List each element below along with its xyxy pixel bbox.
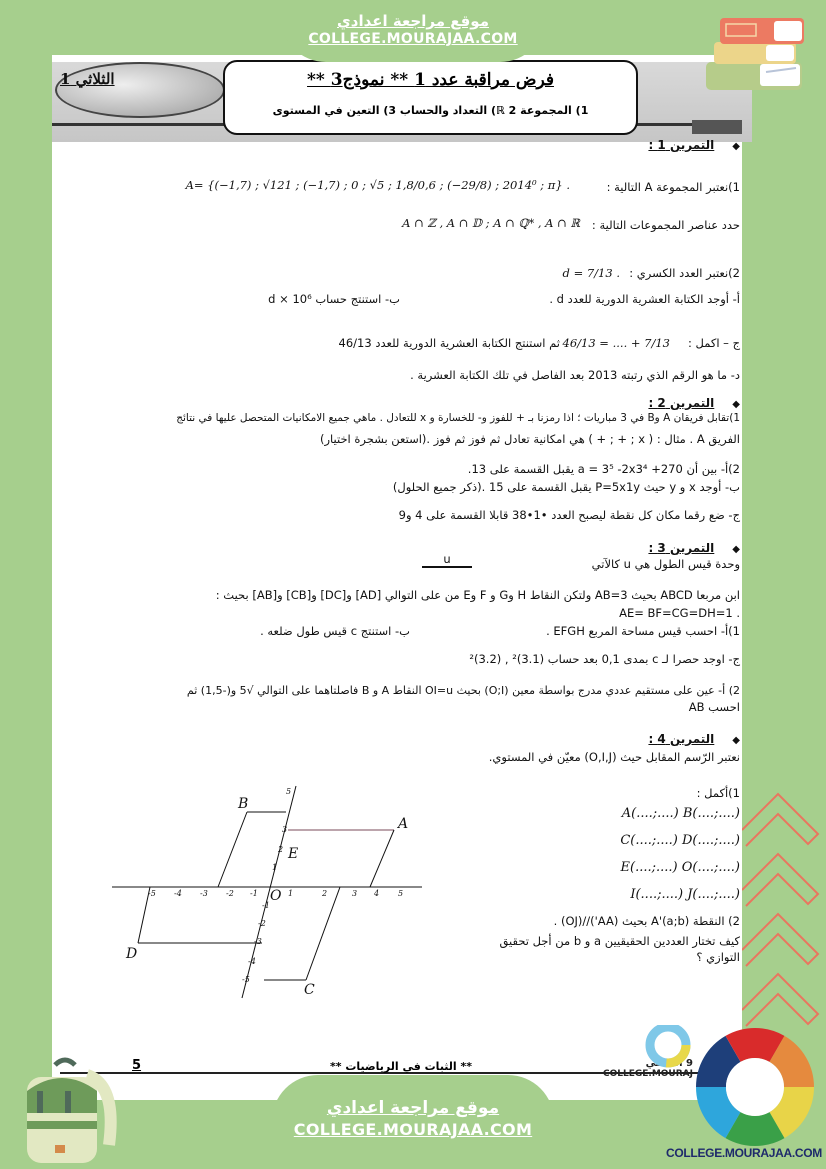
ex2-line-3: 2)أ- بين أن a = 3⁵ -2x3⁴ +270 يقبل القسمة على 13. (467, 462, 740, 476)
banner-url[interactable]: COLLEGE.MOURAJAA.COM (308, 31, 518, 47)
coords-row-3: E(....;....) O(....;....) (620, 860, 740, 875)
banner-arabic[interactable]: موقع مراجعة اعدادي (326, 1098, 500, 1118)
ex1-line-7: ثم استنتج الكتابة العشرية الدورية للعدد 46/13 (338, 336, 560, 350)
svg-text:2: 2 (278, 845, 284, 854)
ex4-line-3: 2) النقطة A'(a;b) بحيث (AA')//(OJ) . (553, 914, 740, 928)
svg-text:-5: -5 (242, 975, 250, 984)
ex3-line-3: . AE= BF=CG=DH=1 (619, 606, 740, 620)
ex1-line-8: د- ما هو الرقم الذي رتبته 2013 بعد الفاصل في تلك الكتابة العشرية . (410, 368, 740, 382)
small-logo-wheel-icon (640, 1025, 695, 1075)
coords-row-4: I(....;....) J(....;....) (630, 887, 740, 902)
ex3-line-7: 2) أ- عين على مستقيم عددي مدرج بواسطة معين (O;I) بحيث OI=u النقاط A و B فاصلتاهما على التوالي √5 و(-1,5) ثم (186, 684, 740, 697)
bullet-arrow-icon: ◆ (732, 141, 740, 152)
title-box (223, 60, 638, 135)
svg-text:E: E (288, 846, 299, 862)
ex3-line-8: احسب AB (688, 700, 740, 714)
set-intersections: A ∩ ℤ , A ∩ 𝔻 ; A ∩ ℚ* , A ∩ ℝ (402, 216, 580, 230)
svg-text:4: 4 (374, 889, 380, 898)
svg-text:O: O (270, 888, 282, 904)
svg-text:2: 2 (322, 889, 328, 898)
bullet-arrow-icon: ◆ (732, 399, 740, 410)
svg-text:3: 3 (282, 825, 288, 834)
svg-text:3: 3 (352, 889, 358, 898)
ex2-line-2: الفريق A . مثال : ( x ; + ; + ) هي امكانية تعادل ثم فوز ثم فوز .(استعن بشجرة اختيار) (319, 432, 740, 446)
exercise-4-title: ◆التمرين 4 : (648, 732, 740, 746)
svg-text:-1: -1 (262, 901, 270, 910)
bullet-arrow-icon: ◆ (732, 735, 740, 746)
ex2-line-4: ب- أوجد x و y حيث P=5x1y يقبل القسمة على 15 .(ذكر جميع الحلول) (392, 480, 740, 494)
banner-arabic[interactable]: موقع مراجعة اعدادي (337, 12, 489, 30)
svg-text:-3: -3 (200, 889, 208, 898)
svg-text:5: 5 (398, 889, 404, 898)
svg-text:1: 1 (272, 863, 278, 872)
logo-wheel-icon (690, 1025, 820, 1155)
footer-motto: ** الثبات في الرياضيات ** (330, 1060, 473, 1073)
coordinate-figure (112, 780, 422, 1000)
ex4-line-4: كيف تختار العددين الحقيقيين a و b من أجل تحقيق (499, 934, 740, 948)
svg-text:-4: -4 (174, 889, 182, 898)
page-number: 5 (132, 1058, 142, 1073)
ex3-line-4: 1)أ- احسب قيس مساحة المربع EFGH . (546, 624, 740, 638)
ex1-line-2: حدد عناصر المجموعات التالية : (591, 218, 740, 232)
chevron-decoration-icon (742, 790, 826, 1040)
svg-text:C: C (304, 982, 315, 998)
ex3-line-2: ابن مربعا ABCD بحيث AB=3 ولتكن النقاط H وG و F وE من على التوالي [AD] و[DC] و[CB] و[AB] بحيث : (215, 588, 740, 602)
banner-url[interactable]: COLLEGE.MOURAJAA.COM (293, 1120, 533, 1139)
ex1-line-3: 2)نعتبر العدد الكسري : (629, 266, 740, 280)
backpack-icon (15, 1055, 125, 1165)
logo-label[interactable]: COLLEGE.MOURAJAA.COM (666, 1146, 823, 1160)
ex3-line-6: ج- اوجد حصرا لـ c بمدى 0,1 بعد حساب (3.1)² , (3.2)² (469, 652, 740, 666)
d-definition: d = 7/13 . (562, 266, 620, 280)
point-b-label: B (238, 796, 249, 812)
exercise-1-title: ◆التمرين 1 : (648, 138, 740, 152)
ex1-line-6: ج – اكمل : (687, 336, 740, 350)
ex3-line-5: ب- استنتج c قيس طول ضلعه . (260, 624, 410, 638)
coords-row-2: C(....;....) D(....;....) (620, 833, 740, 848)
svg-text:-5: -5 (148, 889, 156, 898)
exercise-2-title: ◆التمرين 2 : (648, 396, 740, 410)
ex1-line-5: ب- استنتج حساب 10⁶ × d (268, 292, 400, 306)
svg-text:-3: -3 (254, 937, 262, 946)
fraction-complete: 46/13 = .... + 7/13 (562, 336, 670, 350)
svg-text:D: D (126, 946, 138, 962)
ex4-line-2: 1)أكمل : (696, 786, 740, 800)
ex1-line-1: 1)نعتبر المجموعة A التالية : (606, 180, 740, 194)
books-icon (700, 12, 826, 92)
level-label: الثلاثي 1 (60, 70, 115, 88)
set-a-definition: A= {(−1,7) ; √121 ; (−1,7) ; 0 ; √5 ; 1,8/0,6 ; (−29/8) ; 2014⁰ ; π} . (185, 178, 570, 192)
svg-text:-1: -1 (250, 889, 258, 898)
ex4-line-5: التوازي ؟ (696, 950, 740, 964)
header-block (692, 120, 742, 134)
footer-grade: 9 أساسي COLLEGE.MOURAJ (603, 1058, 693, 1079)
bottom-site-banner[interactable] (272, 1075, 554, 1169)
exercise-3-title: ◆التمرين 3 : (648, 541, 740, 555)
svg-text:-2: -2 (258, 919, 266, 928)
exam-title: فرض مراقبة عدد 1 ** نموذج3 ** (307, 70, 554, 90)
ex2-line-5: ج- ضع رقما مكان كل نقطة ليصبح العدد •1•38 قابلا القسمة على 4 و9 (398, 508, 740, 522)
svg-text:1: 1 (288, 889, 294, 898)
ex1-line-4: أ- أوجد الكتابة العشرية الدورية للعدد d . (549, 292, 740, 306)
coords-row-1: A(....;....) B(....;....) (621, 806, 740, 821)
exam-topics: 1) المجموعة ℝ 2) التعداد والحساب 3) التعين في المستوى (272, 104, 589, 117)
svg-text:A: A (398, 816, 409, 832)
bullet-arrow-icon: ◆ (732, 544, 740, 555)
ex4-line-1: نعتبر الرّسم المقابل حيث (O,I,J) معيّن في المستوي. (488, 750, 740, 764)
top-site-banner[interactable] (280, 0, 546, 62)
svg-text:-2: -2 (226, 889, 234, 898)
ex2-line-1: 1)تقابل فريقان A وB في 3 مباريات ؛ اذا رمزنا بـ + للفوز و- للخسارة و x للتعادل . ماهي جميع الامكانيات المتحصل عليها في نتائج (176, 412, 740, 424)
svg-text:5: 5 (286, 787, 292, 796)
svg-text:-4: -4 (248, 957, 256, 966)
unit-segment: u (422, 552, 472, 568)
ex3-line-1: وحدة قيس الطول هي u كالآتي (591, 557, 740, 571)
